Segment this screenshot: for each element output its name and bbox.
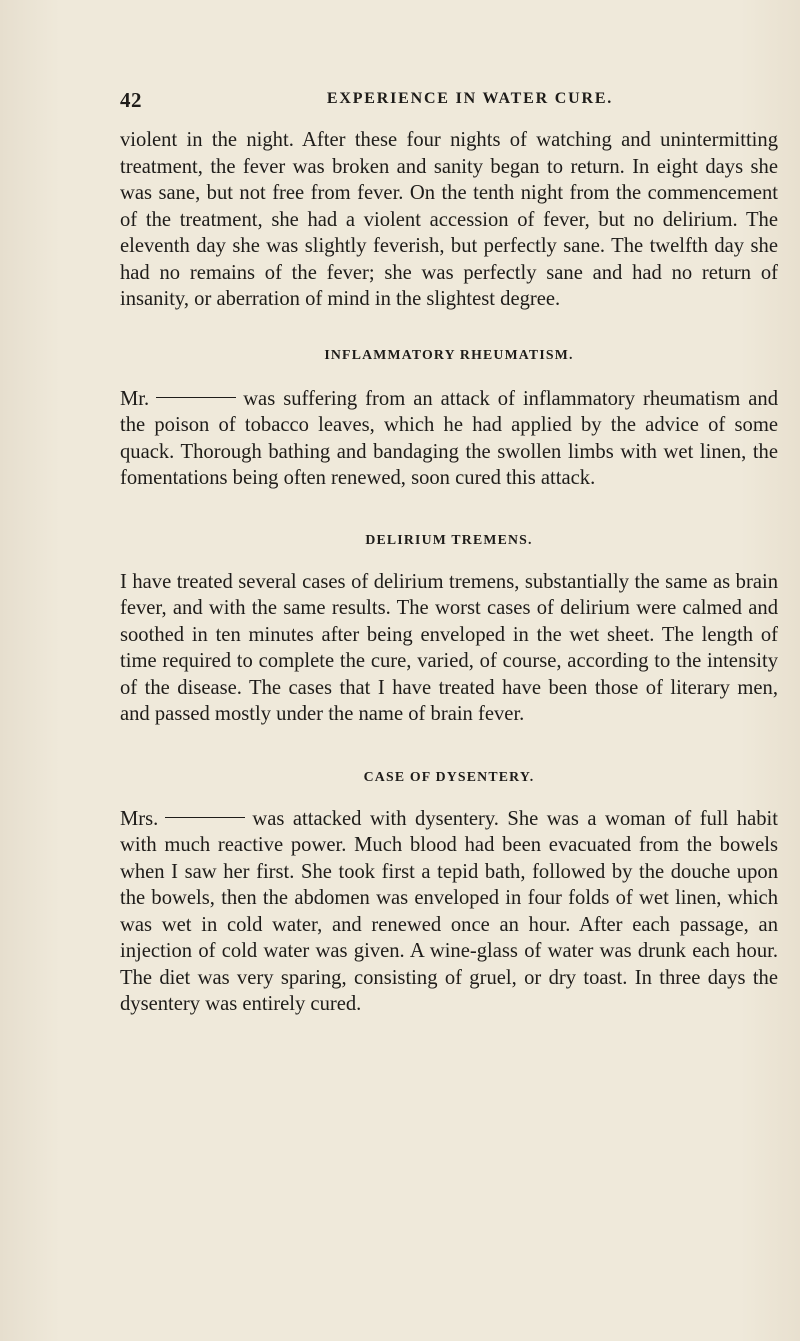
delirium-tremens-paragraph: I have treated several cases of delirium tremens, substantially the same as brain fever, and with the same results. The worst cases of delirium were calmed and soothed in ten minutes after being enveloped in the wet sheet. The length of time required to complete the cure, varied, of course, according to the intensity of the disease. The cases that I have treated have been those of literary men, and passed mostly under the name of brain fever. (120, 570, 778, 725)
opening-paragraph: violent in the night. After these four nights of watching and unintermitting treatment, the fever was broken and sanity began to return. In eight days she was sane, but not free from fever. On the tenth night from the commencement of the treatment, she had a violent accession of fever, but no delirium. The eleventh day she was slightly feverish, but perfectly sane. The twelfth day she had no remains of the fever; she was perfectly sane and had no return of insanity, or aberration of mind in the slightest degree. (120, 129, 778, 310)
dysentery-text: was attacked with dysentery. She was a woman of full habit with much reactive power. Much blood had been evacuated from the bowels when I saw her first. She took first a tepid bath, followed by the douche upon the bowels, then the abdomen was enveloped in four folds of wet linen, which was wet in cold water, and renewed once an hour. After each passage, an injection of cold water was given. A wine-glass of water was drunk each hour. The diet was very sparing, consisting of gruel, or dry toast. In three days the dysentery was entirely cured. (120, 807, 778, 1015)
dysentery-lead: Mrs. (120, 807, 159, 830)
running-head: EXPERIENCE IN WATER CURE. (326, 90, 614, 107)
page-number: 42 (120, 88, 142, 112)
dysentery-paragraph (120, 806, 778, 1018)
section-heading-rheumatism: INFLAMMATORY RHEUMATISM. (324, 346, 574, 362)
body-text (120, 127, 778, 1018)
rheumatism-text: was suffering from an attack of inflammatory rheumatism and the poison of tobacco leaves, which he had applied by the advice of some quack. Thorough bathing and bandaging the swollen limbs with wet linen, the fomentations being often renewed, soon cured this attack. (120, 387, 778, 489)
name-omitted-dash (156, 397, 236, 398)
rheumatism-lead: Mr. (120, 387, 150, 410)
rheumatism-paragraph (120, 386, 778, 492)
section-heading-dysentery: CASE OF DYSENTERY. (363, 768, 535, 784)
section-heading-delirium-tremens: DELIRIUM TREMENS. (365, 531, 533, 547)
page-header (120, 88, 775, 112)
name-omitted-dash (165, 817, 245, 818)
